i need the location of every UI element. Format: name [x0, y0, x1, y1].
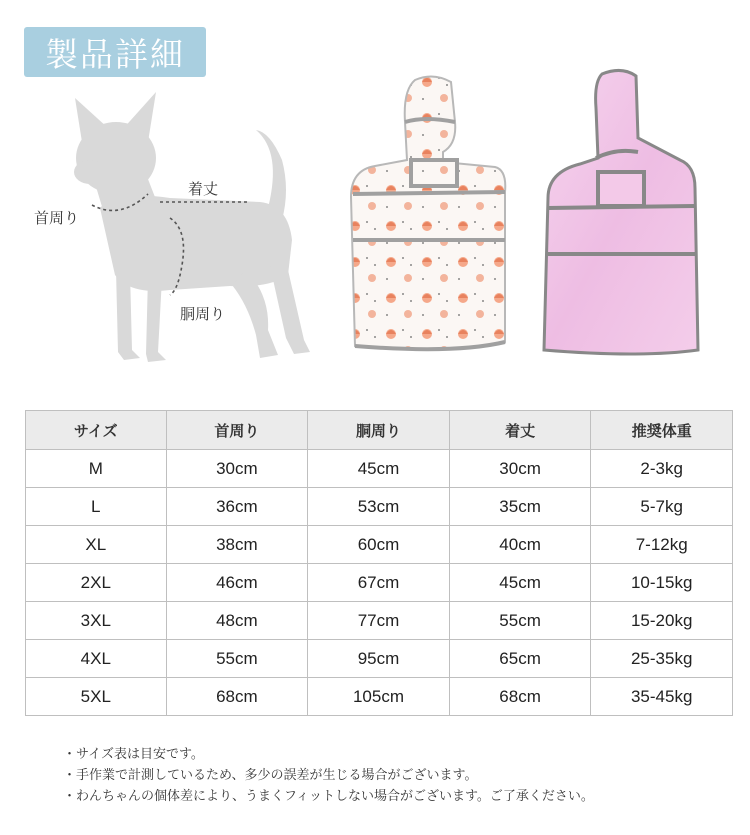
table-cell: 3XL	[26, 602, 167, 640]
table-cell: 5-7kg	[591, 488, 733, 526]
table-cell: 35cm	[449, 488, 591, 526]
table-cell: 25-35kg	[591, 640, 733, 678]
table-cell: 7-12kg	[591, 526, 733, 564]
page-title: 製品詳細	[24, 27, 206, 77]
table-row	[26, 526, 733, 564]
table-cell: 68cm	[166, 678, 308, 716]
column-header: 着丈	[449, 411, 591, 450]
size-table	[25, 410, 733, 716]
table-cell: 4XL	[26, 640, 167, 678]
table-cell: 65cm	[449, 640, 591, 678]
table-cell: 55cm	[166, 640, 308, 678]
note-item: ・わんちゃんの個体差により、うまくフィットしない場合がございます。ご了承ください。	[63, 789, 594, 804]
chest-label: 胴周り	[180, 305, 226, 323]
notes	[63, 744, 594, 807]
table-cell: 35-45kg	[591, 678, 733, 716]
note-item: ・手作業で計測しているため、多少の誤差が生じる場合がございます。	[63, 768, 478, 783]
table-row	[26, 602, 733, 640]
table-cell: 45cm	[308, 450, 450, 488]
table-row	[26, 450, 733, 488]
length-label: 着丈	[188, 180, 219, 198]
table-cell: 55cm	[449, 602, 591, 640]
table-row	[26, 564, 733, 602]
table-cell: 77cm	[308, 602, 450, 640]
table-cell: 105cm	[308, 678, 450, 716]
table-cell: 95cm	[308, 640, 450, 678]
column-header: 胴周り	[308, 411, 450, 450]
table-cell: 67cm	[308, 564, 450, 602]
table-cell: 36cm	[166, 488, 308, 526]
dog-measurement-diagram	[20, 90, 320, 390]
table-cell: 2-3kg	[591, 450, 733, 488]
table-row	[26, 488, 733, 526]
table-cell: 2XL	[26, 564, 167, 602]
pink-raincoat-image	[540, 68, 705, 360]
table-row	[26, 640, 733, 678]
table-cell: XL	[26, 526, 167, 564]
table-cell: 30cm	[166, 450, 308, 488]
table-row	[26, 678, 733, 716]
table-cell: 45cm	[449, 564, 591, 602]
note-item: ・サイズ表は目安です。	[63, 747, 204, 762]
table-cell: 10-15kg	[591, 564, 733, 602]
column-header: サイズ	[26, 411, 167, 450]
table-header-row	[26, 411, 733, 450]
neck-label: 首周り	[34, 209, 80, 227]
table-cell: 38cm	[166, 526, 308, 564]
column-header: 首周り	[166, 411, 308, 450]
table-cell: 53cm	[308, 488, 450, 526]
table-cell: 60cm	[308, 526, 450, 564]
table-cell: 40cm	[449, 526, 591, 564]
table-cell: M	[26, 450, 167, 488]
patterned-raincoat-image	[345, 72, 520, 357]
table-cell: 48cm	[166, 602, 308, 640]
table-cell: 30cm	[449, 450, 591, 488]
table-cell: 68cm	[449, 678, 591, 716]
table-cell: L	[26, 488, 167, 526]
table-cell: 46cm	[166, 564, 308, 602]
table-cell: 5XL	[26, 678, 167, 716]
table-cell: 15-20kg	[591, 602, 733, 640]
column-header: 推奨体重	[591, 411, 733, 450]
